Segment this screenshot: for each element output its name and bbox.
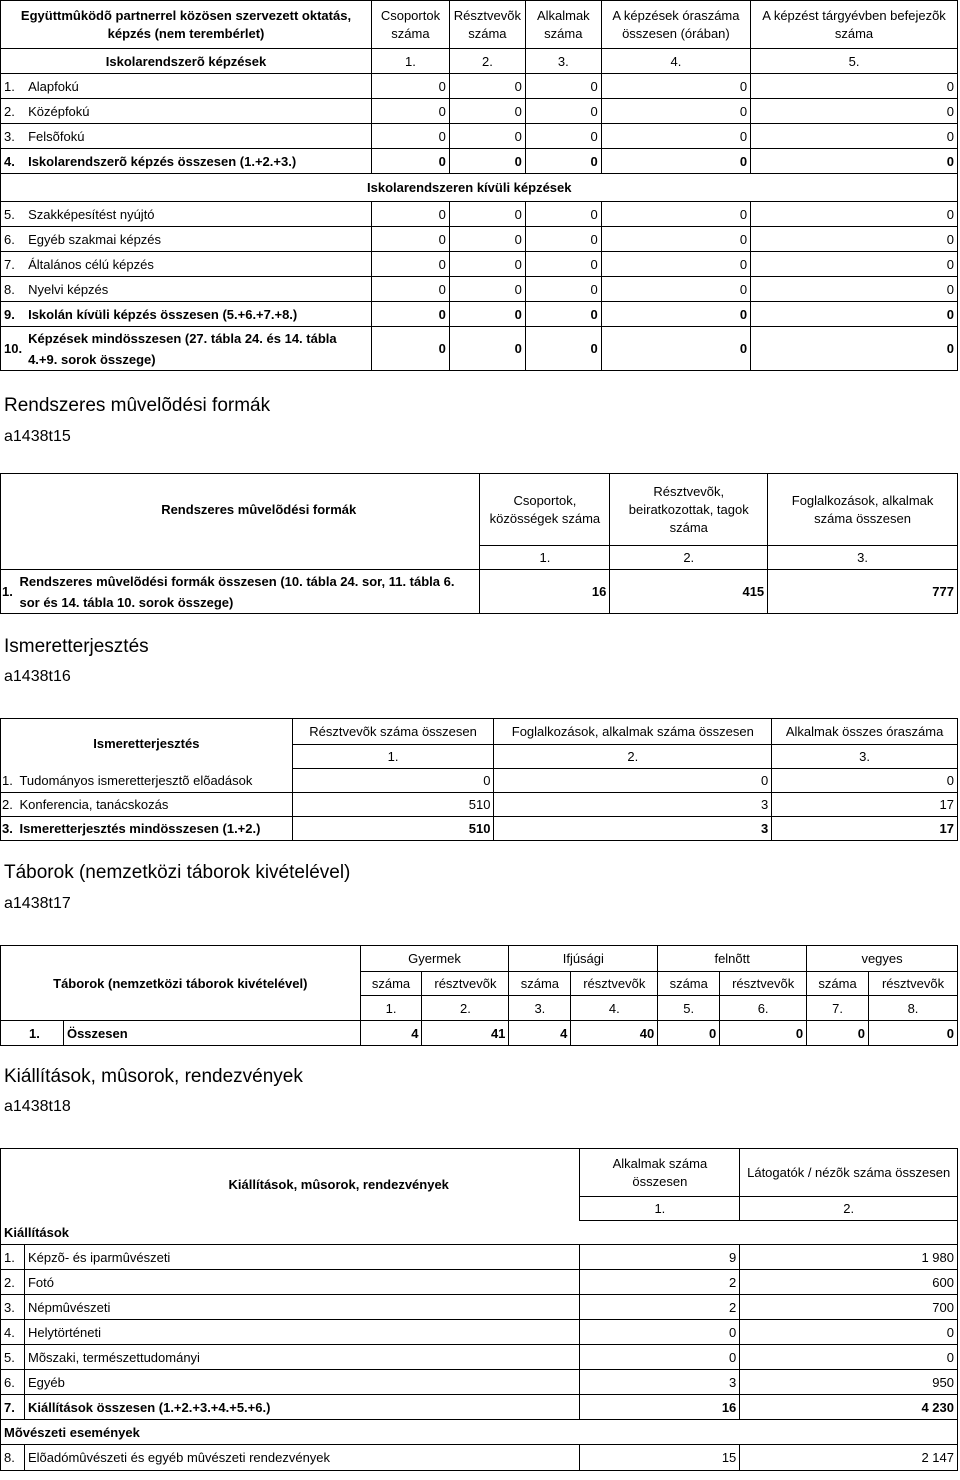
header-col3: Alkalmak összes óraszáma bbox=[772, 719, 958, 745]
row-number: 1. bbox=[1, 74, 26, 99]
row-number: 1. bbox=[1, 570, 17, 614]
cell-value: 0 bbox=[601, 227, 750, 252]
row-label: Szakképesítést nyújtó bbox=[25, 202, 371, 227]
cell-value: 0 bbox=[292, 769, 494, 793]
col-number: 4. bbox=[571, 996, 658, 1021]
cell-value: 1 980 bbox=[740, 1245, 958, 1270]
row-label: Mõszaki, természettudományi bbox=[24, 1345, 580, 1370]
cell-value: 0 bbox=[449, 124, 525, 149]
cell-value: 4 230 bbox=[740, 1395, 958, 1420]
total-row bbox=[1, 570, 958, 614]
sub-header: résztvevõk bbox=[720, 972, 807, 996]
cell-value: 0 bbox=[372, 277, 450, 302]
row-number: 5. bbox=[1, 1345, 25, 1370]
row-label: Elõadómûvészeti és egyéb mûvészeti rendezvények bbox=[24, 1445, 580, 1471]
sub-header: száma bbox=[360, 972, 422, 996]
cell-value: 0 bbox=[751, 99, 958, 124]
row-label: Rendszeres mûvelõdési formák összesen (10. tábla 24. sor, 11. tábla 6. sor és 14. tábla 10. sorok összege) bbox=[16, 570, 479, 614]
row-number: 10. bbox=[1, 327, 26, 371]
cell-value: 0 bbox=[525, 327, 601, 371]
cell-value: 0 bbox=[525, 202, 601, 227]
col-number: 3. bbox=[768, 546, 958, 570]
col-number: 7. bbox=[807, 996, 869, 1021]
sub-header: száma bbox=[509, 972, 571, 996]
cell-value: 0 bbox=[372, 99, 450, 124]
cell-value: 0 bbox=[601, 252, 750, 277]
cell-value: 0 bbox=[525, 149, 601, 174]
header-label: Rendszeres mûvelõdési formák bbox=[1, 474, 480, 546]
col-number: 3. bbox=[525, 49, 601, 74]
cell-value: 0 bbox=[807, 1021, 869, 1046]
col-number: 2. bbox=[610, 546, 768, 570]
cell-value: 0 bbox=[449, 99, 525, 124]
row-label: Középfokú bbox=[25, 99, 371, 124]
cell-value: 0 bbox=[372, 252, 450, 277]
total-row bbox=[1, 327, 958, 371]
row-label: Konferencia, tanácskozás bbox=[16, 793, 292, 817]
row-label: Népmûvészeti bbox=[24, 1295, 580, 1320]
cell-value: 0 bbox=[751, 227, 958, 252]
header-col2: Résztvevõk száma bbox=[449, 1, 525, 49]
section-title: Kiállítások, mûsorok, rendezvények bbox=[4, 1066, 303, 1087]
cell-value: 0 bbox=[372, 302, 450, 327]
cell-value: 0 bbox=[751, 327, 958, 371]
col-number: 5. bbox=[751, 49, 958, 74]
sub-header: résztvevõk bbox=[422, 972, 509, 996]
table-row bbox=[1, 124, 958, 149]
header-col3: Foglalkozások, alkalmak száma összesen bbox=[768, 474, 958, 546]
row-number: 3. bbox=[1, 817, 17, 841]
header-label: Kiállítások, mûsorok, rendezvények bbox=[1, 1149, 580, 1221]
header-row bbox=[1, 946, 958, 972]
row-label: Nyelvi képzés bbox=[25, 277, 371, 302]
header-row bbox=[1, 474, 958, 546]
exhibition-rows bbox=[1, 1245, 958, 1420]
header-row bbox=[1, 1149, 958, 1197]
cell-value: 0 bbox=[580, 1320, 740, 1345]
cell-value: 0 bbox=[601, 277, 750, 302]
table-row bbox=[1, 1320, 958, 1345]
header-col1: Csoportok, közösségek száma bbox=[480, 474, 610, 546]
row-number: 2. bbox=[1, 1270, 25, 1295]
header-col1: Csoportok száma bbox=[372, 1, 450, 49]
cell-value: 950 bbox=[740, 1370, 958, 1395]
cell-value: 0 bbox=[525, 227, 601, 252]
col-number: 8. bbox=[869, 996, 958, 1021]
cell-value: 3 bbox=[494, 817, 772, 841]
cell-value: 0 bbox=[372, 202, 450, 227]
header-col1: Résztvevõk száma összesen bbox=[292, 719, 494, 745]
cell-value: 0 bbox=[449, 202, 525, 227]
row-number: 1. bbox=[1, 1021, 64, 1046]
row-number: 4. bbox=[1, 149, 26, 174]
event-rows bbox=[1, 1445, 958, 1471]
section-code: a1438t16 bbox=[4, 668, 71, 685]
row-label: Helytörténeti bbox=[24, 1320, 580, 1345]
header-col1: Alkalmak száma összesen bbox=[580, 1149, 740, 1197]
row-number: 4. bbox=[1, 1320, 25, 1345]
cell-value: 0 bbox=[525, 252, 601, 277]
cell-value: 0 bbox=[449, 327, 525, 371]
table-row bbox=[1, 1345, 958, 1370]
row-label: Képzések mindösszesen (27. tábla 24. és 14. tábla 4.+9. sorok összege) bbox=[25, 327, 371, 371]
table-row bbox=[1, 1270, 958, 1295]
header-label: Ismeretterjesztés bbox=[1, 719, 293, 769]
group-header: Gyermek bbox=[360, 946, 509, 972]
cell-value: 0 bbox=[869, 1021, 958, 1046]
section-code: a1438t15 bbox=[4, 428, 71, 445]
table-row bbox=[1, 74, 958, 99]
subheader-row bbox=[1, 49, 958, 74]
cell-value: 0 bbox=[449, 252, 525, 277]
row-label: Iskolán kívüli képzés összesen (5.+6.+7.+8.) bbox=[25, 302, 371, 327]
row-number: 3. bbox=[1, 1295, 25, 1320]
row-number: 7. bbox=[1, 1395, 25, 1420]
group-header: Ifjúsági bbox=[509, 946, 658, 972]
sub-header: száma bbox=[658, 972, 720, 996]
col-number: 4. bbox=[601, 49, 750, 74]
cell-value: 0 bbox=[525, 277, 601, 302]
cell-value: 600 bbox=[740, 1270, 958, 1295]
cell-value: 415 bbox=[610, 570, 768, 614]
cell-value: 0 bbox=[372, 124, 450, 149]
cell-value: 0 bbox=[751, 202, 958, 227]
cell-value: 0 bbox=[449, 74, 525, 99]
cell-value: 9 bbox=[580, 1245, 740, 1270]
row-label: Egyéb bbox=[24, 1370, 580, 1395]
col-number: 1. bbox=[292, 745, 494, 769]
table-row bbox=[1, 1370, 958, 1395]
dissemination-rows bbox=[1, 769, 958, 841]
cell-value: 3 bbox=[580, 1370, 740, 1395]
col-number: 2. bbox=[740, 1197, 958, 1221]
table-row bbox=[1, 1395, 958, 1420]
col-number: 3. bbox=[772, 745, 958, 769]
cell-value: 0 bbox=[751, 74, 958, 99]
sub-header: résztvevõk bbox=[869, 972, 958, 996]
row-label: Tudományos ismeretterjesztõ elõadások bbox=[16, 769, 292, 793]
table-row bbox=[1, 1245, 958, 1270]
row-number: 7. bbox=[1, 252, 26, 277]
table-row bbox=[1, 302, 958, 327]
header-col0: Együttmûködõ partnerrel közösen szervezett oktatás, képzés (nem terembérlet) bbox=[1, 1, 372, 49]
cell-value: 510 bbox=[292, 817, 494, 841]
exhibitions-table bbox=[0, 1148, 958, 1471]
cell-value: 17 bbox=[772, 793, 958, 817]
cell-value: 0 bbox=[372, 149, 450, 174]
cell-value: 16 bbox=[580, 1395, 740, 1420]
cell-value: 0 bbox=[740, 1320, 958, 1345]
header-col2: Résztvevõk, beiratkozottak, tagok száma bbox=[610, 474, 768, 546]
section-code: a1438t18 bbox=[4, 1098, 71, 1115]
row-number: 8. bbox=[1, 277, 26, 302]
row-label: Képzõ- és iparmûvészeti bbox=[24, 1245, 580, 1270]
cell-value: 0 bbox=[601, 74, 750, 99]
cell-value: 0 bbox=[449, 277, 525, 302]
row-number: 3. bbox=[1, 124, 26, 149]
cell-value: 16 bbox=[480, 570, 610, 614]
header-col2: Látogatók / nézõk száma összesen bbox=[740, 1149, 958, 1197]
cell-value: 0 bbox=[658, 1021, 720, 1046]
cell-value: 0 bbox=[751, 302, 958, 327]
cell-value: 700 bbox=[740, 1295, 958, 1320]
nonschool-rows bbox=[1, 202, 958, 327]
row-number: 1. bbox=[1, 769, 17, 793]
cell-value: 510 bbox=[292, 793, 494, 817]
row-number: 2. bbox=[1, 99, 26, 124]
row-number: 2. bbox=[1, 793, 17, 817]
group-label: Kiállítások bbox=[1, 1221, 958, 1245]
cell-value: 0 bbox=[449, 227, 525, 252]
cell-value: 0 bbox=[751, 252, 958, 277]
row-label: Fotó bbox=[24, 1270, 580, 1295]
col-number: 1. bbox=[360, 996, 422, 1021]
total-row bbox=[1, 1021, 958, 1046]
cell-value: 0 bbox=[372, 327, 450, 371]
section-code: a1438t17 bbox=[4, 895, 71, 912]
cell-value: 0 bbox=[372, 74, 450, 99]
col-number: 3. bbox=[509, 996, 571, 1021]
table-row bbox=[1, 202, 958, 227]
cell-value: 0 bbox=[449, 149, 525, 174]
table-row bbox=[1, 277, 958, 302]
col-number: 1. bbox=[372, 49, 450, 74]
table-row bbox=[1, 793, 958, 817]
table-row bbox=[1, 1295, 958, 1320]
row-number: 5. bbox=[1, 202, 26, 227]
header-col2: Foglalkozások, alkalmak száma összesen bbox=[494, 719, 772, 745]
row-label: Felsõfokú bbox=[25, 124, 371, 149]
number-row bbox=[1, 546, 958, 570]
camps-table bbox=[0, 945, 958, 1046]
cell-value: 0 bbox=[772, 769, 958, 793]
cell-value: 17 bbox=[772, 817, 958, 841]
school-rows bbox=[1, 74, 958, 174]
col-number: 1. bbox=[580, 1197, 740, 1221]
cell-value: 0 bbox=[601, 302, 750, 327]
col-number: 2. bbox=[422, 996, 509, 1021]
cell-value: 0 bbox=[601, 149, 750, 174]
cell-value: 0 bbox=[525, 124, 601, 149]
header-row bbox=[1, 719, 958, 745]
cell-value: 0 bbox=[601, 202, 750, 227]
sub-header: száma bbox=[807, 972, 869, 996]
header-row bbox=[1, 1, 958, 49]
row-number: 6. bbox=[1, 227, 26, 252]
table-row bbox=[1, 1445, 958, 1471]
sub-header: résztvevõk bbox=[571, 972, 658, 996]
cell-value: 0 bbox=[751, 124, 958, 149]
header-col4: A képzések óraszáma összesen (órában) bbox=[601, 1, 750, 49]
cell-value: 0 bbox=[525, 302, 601, 327]
cell-value: 4 bbox=[360, 1021, 422, 1046]
col-number: 5. bbox=[658, 996, 720, 1021]
regular-forms-table bbox=[0, 473, 958, 614]
table-row bbox=[1, 817, 958, 841]
table-row bbox=[1, 769, 958, 793]
group-header: vegyes bbox=[807, 946, 958, 972]
group-row bbox=[1, 1420, 958, 1445]
subheader-row bbox=[1, 174, 958, 202]
section-title: Rendszeres mûvelõdési formák bbox=[4, 395, 271, 416]
cell-value: 2 bbox=[580, 1295, 740, 1320]
row-label: Összesen bbox=[63, 1021, 360, 1046]
col-number: 1. bbox=[480, 546, 610, 570]
col-number: 2. bbox=[494, 745, 772, 769]
cell-value: 0 bbox=[601, 327, 750, 371]
cell-value: 777 bbox=[768, 570, 958, 614]
col-number: 6. bbox=[720, 996, 807, 1021]
cell-value: 0 bbox=[372, 227, 450, 252]
cell-value: 40 bbox=[571, 1021, 658, 1046]
cell-value: 2 147 bbox=[740, 1445, 958, 1471]
table-row bbox=[1, 99, 958, 124]
group-row bbox=[1, 1221, 958, 1245]
row-number: 9. bbox=[1, 302, 26, 327]
training-table bbox=[0, 0, 958, 371]
table-row bbox=[1, 227, 958, 252]
section-title: Táborok (nemzetközi táborok kivételével) bbox=[4, 862, 351, 883]
cell-value: 0 bbox=[525, 74, 601, 99]
group-label: Mõvészeti események bbox=[1, 1420, 958, 1445]
cell-value: 0 bbox=[580, 1345, 740, 1370]
subheader-label: Iskolarendszeren kívüli képzések bbox=[1, 174, 958, 202]
blank-cell bbox=[1, 546, 480, 570]
header-label: Táborok (nemzetközi táborok kivételével) bbox=[1, 946, 361, 1021]
col-number: 2. bbox=[449, 49, 525, 74]
header-col5: A képzést tárgyévben befejezõk száma bbox=[751, 1, 958, 49]
row-label: Alapfokú bbox=[25, 74, 371, 99]
table-row bbox=[1, 252, 958, 277]
cell-value: 0 bbox=[740, 1345, 958, 1370]
cell-value: 2 bbox=[580, 1270, 740, 1295]
cell-value: 4 bbox=[509, 1021, 571, 1046]
row-number: 6. bbox=[1, 1370, 25, 1395]
row-label: Ismeretterjesztés mindösszesen (1.+2.) bbox=[16, 817, 292, 841]
cell-value: 0 bbox=[751, 277, 958, 302]
cell-value: 3 bbox=[494, 793, 772, 817]
row-number: 8. bbox=[1, 1445, 25, 1471]
row-number: 1. bbox=[1, 1245, 25, 1270]
cell-value: 0 bbox=[601, 124, 750, 149]
row-label: Általános célú képzés bbox=[25, 252, 371, 277]
row-label: Kiállítások összesen (1.+2.+3.+4.+5.+6.) bbox=[24, 1395, 580, 1420]
cell-value: 0 bbox=[601, 99, 750, 124]
row-label: Egyéb szakmai képzés bbox=[25, 227, 371, 252]
cell-value: 15 bbox=[580, 1445, 740, 1471]
cell-value: 0 bbox=[494, 769, 772, 793]
header-col3: Alkalmak száma bbox=[525, 1, 601, 49]
cell-value: 0 bbox=[525, 99, 601, 124]
subheader-label: Iskolarendszerõ képzések bbox=[1, 49, 372, 74]
table-row bbox=[1, 149, 958, 174]
dissemination-table bbox=[0, 718, 958, 841]
group-header: felnõtt bbox=[658, 946, 807, 972]
row-label: Iskolarendszerõ képzés összesen (1.+2.+3.) bbox=[25, 149, 371, 174]
cell-value: 0 bbox=[720, 1021, 807, 1046]
cell-value: 0 bbox=[449, 302, 525, 327]
cell-value: 41 bbox=[422, 1021, 509, 1046]
cell-value: 0 bbox=[751, 149, 958, 174]
section-title: Ismeretterjesztés bbox=[4, 636, 149, 657]
